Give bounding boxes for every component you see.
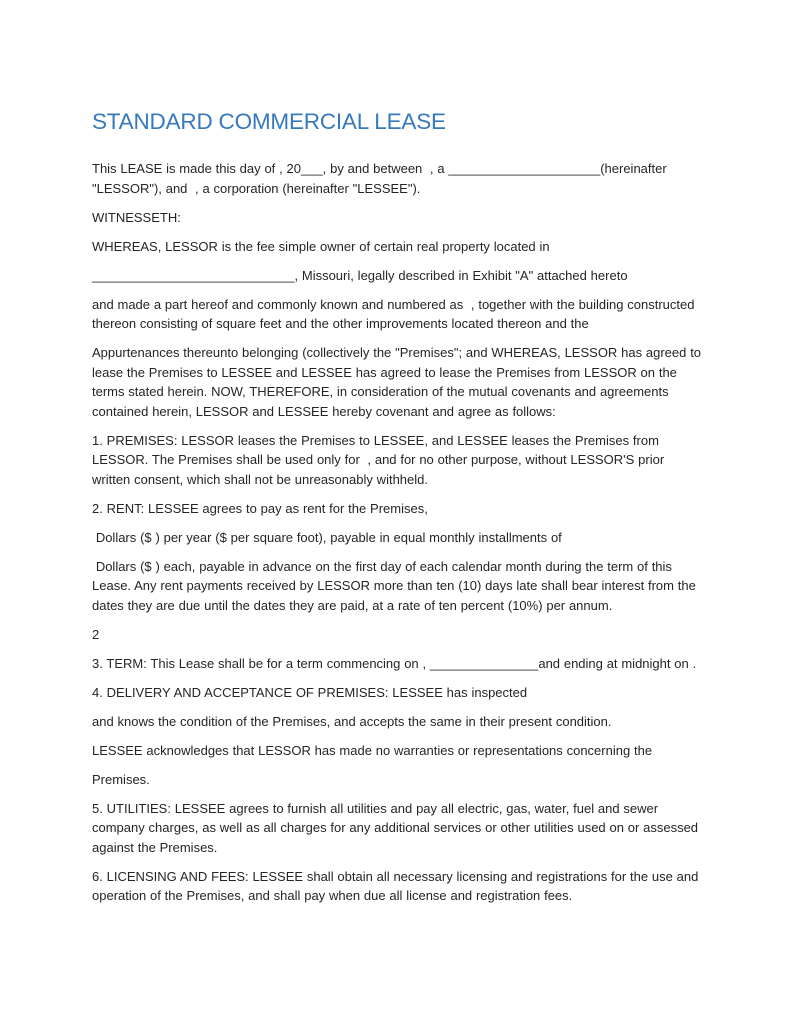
paragraph-condition: and knows the condition of the Premises, and accepts the same in their present condition. [92,713,612,729]
paragraph-section-2-rent: 2. RENT: LESSEE agrees to pay as rent for the Premises, [92,500,428,516]
paragraph-section-5-utilities: 5. UTILITIES: LESSEE agrees to furnish all utilities and pay all electric, gas, water, fuel and sewer company charges, as well as all charges for any additional services or other utilities used on or assessed against the Premises. [92,800,702,855]
paragraph-section-3-term: 3. TERM: This Lease shall be for a term commencing on , _______________and ending at midnight on . [92,655,697,671]
paragraph-intro: This LEASE is made this day of , 20___, by and between , a _____________________(hereinafter "LESSOR"), and , a corporation (hereinafter "LESSEE"). [92,161,671,196]
document-title: STANDARD COMMERCIAL LEASE [92,109,446,134]
paragraph-rent-installments: Dollars ($ ) each, payable in advance on the first day of each calendar month during the term of this Lease. Any rent payments received by LESSOR more than ten (10) days late shall bear interest from the dates they are due until the dates they are paid, at a rate of ten percent (10%) per annum. [92,558,700,613]
paragraph-building-description: and made a part hereof and commonly known and numbered as , together with the building constructed thereon consisting of square feet and the other improvements located thereon and the [92,296,699,331]
paragraph-witnesseth: WITNESSETH: [92,209,181,225]
paragraph-section-4-delivery: 4. DELIVERY AND ACCEPTANCE OF PREMISES: LESSEE has inspected [92,684,528,700]
document-body [92,159,704,906]
paragraph-section-6-licensing: 6. LICENSING AND FEES: LESSEE shall obtain all necessary licensing and registrations for the use and operation of the Premises, and shall pay when due all license and registration fees. [92,868,703,903]
paragraph-appurtenances: Appurtenances thereunto belonging (collectively the "Premises"; and WHEREAS, LESSOR has agreed to lease the Premises to LESSEE and LESSEE has agreed to lease the Premises from LESSOR on the terms stated herein. NOW, THEREFORE, in consideration of the mutual covenants and agreements contained herein, LESSOR and LESSEE hereby covenant and agree as follows: [92,345,705,419]
paragraph-property-location: ____________________________, Missouri, legally described in Exhibit "A" attached hereto [92,267,628,283]
paragraph-no-warranties: LESSEE acknowledges that LESSOR has made no warranties or representations concerning the [92,742,653,758]
paragraph-premises-word: Premises. [92,771,150,787]
page-number-text: 2 [92,626,100,642]
paragraph-section-1-premises: 1. PREMISES: LESSOR leases the Premises to LESSEE, and LESSEE leases the Premises from LESSOR. The Premises shall be used only for , and for no other purpose, without LESSOR'S prior written consent, which shall not be unreasonably withheld. [92,432,668,487]
paragraph-whereas: WHEREAS, LESSOR is the fee simple owner of certain real property located in [92,238,550,254]
paragraph-rent-per-year: Dollars ($ ) per year ($ per square foot), payable in equal monthly installments of [92,529,562,545]
